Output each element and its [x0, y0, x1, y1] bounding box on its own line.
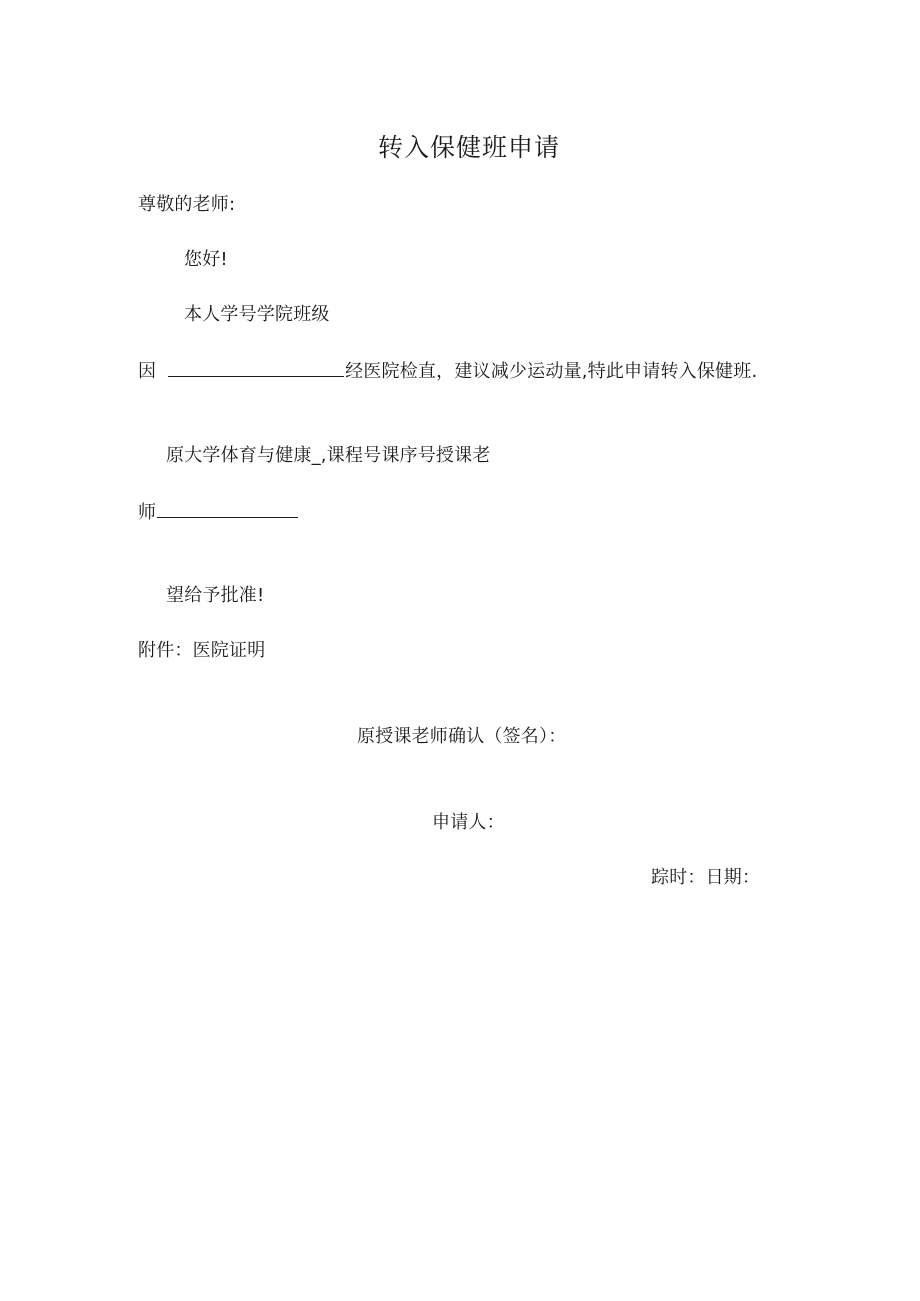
greeting: 您好!: [184, 249, 228, 270]
teacher-confirm-signature: 原授课老师确认（签名）：: [357, 726, 567, 747]
reason-prefix: 因: [138, 361, 157, 382]
course-line: 原大学体育与健康_,课程号课序号授课老: [166, 445, 491, 466]
teacher-blank-field[interactable]: [157, 499, 298, 518]
applicant-line: 申请人：: [432, 812, 505, 833]
reason-blank-field[interactable]: [168, 358, 344, 377]
document-title: 转入保健班申请: [377, 133, 560, 162]
reason-line: [138, 358, 757, 384]
teacher-prefix: 师: [138, 502, 157, 523]
closing-line: 望给予批准!: [166, 585, 265, 606]
salutation: 尊敬的老师:: [138, 194, 236, 215]
date-line: 踪时：日期：: [651, 867, 761, 888]
teacher-line: [138, 499, 298, 525]
intro-line: 本人学号学院班级: [184, 304, 330, 325]
attachment-line: 附件：医院证明: [138, 640, 266, 661]
reason-suffix: 经医院检直，建议减少运动量,特此申请转入保健班.: [345, 361, 758, 382]
